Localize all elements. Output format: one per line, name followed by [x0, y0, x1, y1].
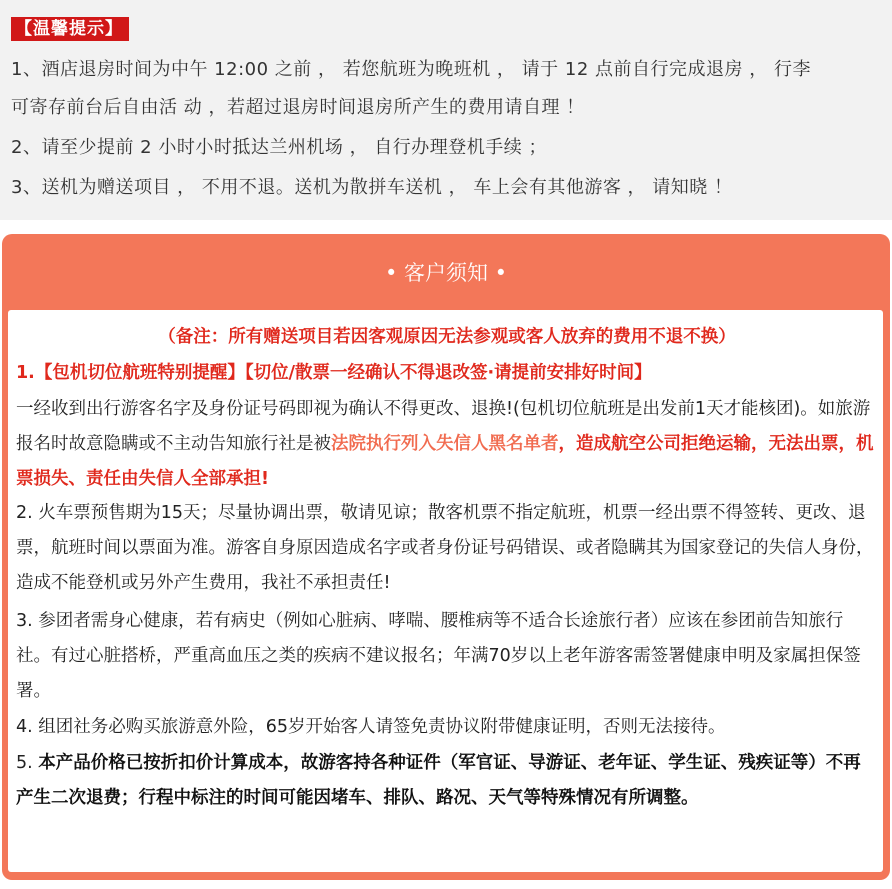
notice-item-1-highlight: 法院执行列入失信人黑名单者 [331, 434, 559, 454]
warm-tips-title: 【温馨提示】 [11, 17, 129, 41]
tip-line-3: 2、请至少提前 2 小时小时抵达兰州机场 ， 自行办理登机手续 ； [11, 137, 548, 158]
notice-remark: （备注：所有赠送项目若因客观原因无法参观或客人放弃的费用不退不换） [158, 327, 736, 347]
notice-item-4: 4. 组团社务必购买旅游意外险，65岁开始客人请签免责协议附带健康证明，否则无法接待。 [16, 717, 726, 737]
notice-item-2: 2. 火车票预售期为15天；尽量协调出票，敬请见谅；散客机票不指定航班，机票一经出票不得签转、更改、退票，航班时间以票面为准。游客自身原因造成名字或者身份证号码错误、或者隐瞒其为国家登记的失信人身份，造成不能登机或另外产生费用，我社不承担责任! [16, 503, 874, 593]
tip-line-4: 3、送机为赠送项目 ， 不用不退。送机为散拼车送机 ， 车上会有其他游客 ， 请知晓 ！ [11, 177, 733, 198]
notice-item-1-title: 1.【包机切位航班特别提醒】【切位/散票一经确认不得退改签·请提前安排好时间】 [16, 363, 652, 383]
customer-notice-body [8, 310, 883, 872]
customer-notice-header: • 客户须知 • [384, 261, 508, 285]
notice-item-1-warning: ，造成航空公司拒绝运输，无法出票，机票损失、责任由失信人全部承担! [16, 434, 874, 489]
tip-line-1: 1、酒店退房时间为中午 12:00 之前 ， 若您航班为晚班机 ， 请于 12 点前自行完成退房 ， 行李 [11, 59, 811, 80]
customer-notice-panel [2, 234, 890, 880]
notice-item-5-number: 5. [16, 753, 39, 773]
notice-item-5-text: 本产品价格已按折扣价计算成本，故游客持各种证件（军官证、导游证、老年证、学生证、残疾证等）不再产生二次退费；行程中标注的时间可能因堵车、排队、路况、天气等特殊情况有所调整。 [16, 753, 861, 808]
notice-item-5 [16, 746, 878, 816]
notice-item-1-body [16, 392, 878, 497]
warm-tips-section [0, 0, 892, 220]
tip-line-2: 可寄存前台后自由活 动 ，若超过退房时间退房所产生的费用请自理 ！ [11, 97, 585, 118]
notice-item-3: 3. 参团者需身心健康，若有病史（例如心脏病、哮喘、腰椎病等不适合长途旅行者）应该在参团前告知旅行社。有过心脏搭桥，严重高血压之类的疾病不建议报名；年满70岁以上老年游客需签署健康申明及家属担保签署。 [16, 611, 861, 701]
notice-item-1-text: 一经收到出行游客名字及身份证号码即视为确认不得更改、退换!(包机切位航班是出发前1天才能核团)。如旅游报名时故意隐瞒或不主动告知旅行社是被 [16, 399, 871, 454]
